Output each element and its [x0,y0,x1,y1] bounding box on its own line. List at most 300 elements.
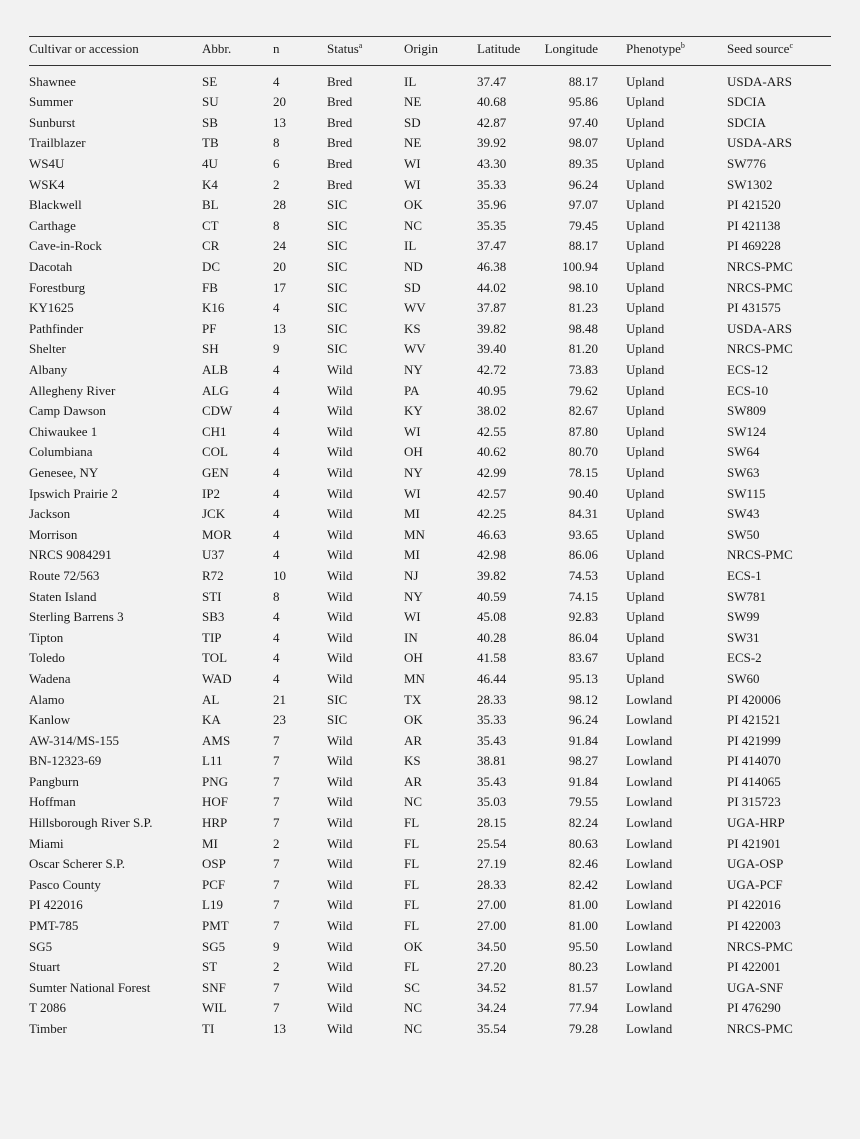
cell-n: 8 [273,135,280,151]
cell-longitude: 92.83 [568,609,598,625]
cell-cultivar: Shelter [29,341,66,357]
cell-phenotype: Upland [626,444,665,460]
cell-longitude: 91.84 [568,732,598,748]
cell-longitude: 78.15 [568,464,598,480]
cell-abbr: K4 [202,176,218,192]
cell-abbr: ALB [202,362,228,378]
cell-spacer [598,277,626,298]
cell-phenotype: Upland [626,362,665,378]
table-row [29,504,831,525]
cell-phenotype: Lowland [626,773,673,789]
cell-status: Wild [327,464,353,480]
table-row [29,957,831,978]
cell-spacer [598,174,626,195]
cell-origin: MN [404,526,425,542]
cell-abbr: ST [202,959,218,975]
cell-seed-source: SW776 [727,156,766,172]
table-row [29,875,831,896]
cell-spacer [598,875,626,896]
cell-n: 7 [273,897,280,913]
table-row [29,627,831,648]
cell-n: 7 [273,732,280,748]
cell-spacer [598,916,626,937]
cell-seed-source: SW99 [727,609,760,625]
cell-cultivar: Pangburn [29,773,79,789]
cell-status: Bred [327,176,353,192]
cell-cultivar: Genesee, NY [29,464,99,480]
cell-cultivar: Forestburg [29,279,86,295]
cell-cultivar: Hoffman [29,794,76,810]
cell-status: SIC [327,320,348,336]
cell-origin: OH [404,444,423,460]
cell-latitude: 27.19 [477,856,507,872]
cell-origin: NC [404,794,423,810]
cell-spacer [598,648,626,669]
cell-longitude: 97.07 [568,197,598,213]
cell-seed-source: UGA-PCF [727,876,783,892]
table-row [29,751,831,772]
cell-cultivar: Toledo [29,650,65,666]
cell-spacer [598,422,626,443]
cell-origin: IN [404,629,418,645]
cell-seed-source: SW31 [727,629,760,645]
table-row [29,936,831,957]
cell-latitude: 40.28 [477,629,507,645]
cell-origin: MN [404,670,425,686]
cell-n: 20 [273,259,286,275]
cell-spacer [598,463,626,484]
cell-status: Wild [327,567,353,583]
cell-latitude: 34.52 [477,979,507,995]
table-row [29,854,831,875]
cell-spacer [598,92,626,113]
cell-latitude: 35.54 [477,1021,507,1037]
cell-abbr: MI [202,835,218,851]
cell-abbr: DC [202,259,221,275]
cell-abbr: L19 [202,897,223,913]
cell-status: Wild [327,773,353,789]
cell-n: 6 [273,156,280,172]
cell-n: 4 [273,300,280,316]
cell-longitude: 98.12 [568,691,598,707]
cell-longitude: 96.24 [568,712,598,728]
cell-n: 7 [273,815,280,831]
table-row [29,422,831,443]
cell-phenotype: Upland [626,94,665,110]
cell-abbr: TI [202,1021,215,1037]
table-row [29,442,831,463]
header-origin: Origin [404,37,477,66]
cell-spacer [598,66,626,93]
cell-abbr: 4U [202,156,218,172]
cell-origin: FL [404,918,420,934]
cell-spacer [598,360,626,381]
cell-latitude: 35.03 [477,794,507,810]
cell-seed-source: NRCS-PMC [727,279,793,295]
table-row [29,133,831,154]
table-header [29,37,831,66]
cell-abbr: CDW [202,403,233,419]
cell-n: 13 [273,114,286,130]
cell-latitude: 42.55 [477,423,507,439]
cell-status: Wild [327,362,353,378]
cell-latitude: 43.30 [477,156,507,172]
table-row [29,813,831,834]
cell-phenotype: Upland [626,423,665,439]
cell-origin: WV [404,300,426,316]
cell-phenotype: Upland [626,506,665,522]
cell-n: 7 [273,773,280,789]
table-body [29,66,831,1040]
cell-seed-source: ECS-12 [727,362,769,378]
cell-longitude: 81.23 [568,300,598,316]
cell-longitude: 86.06 [568,547,598,563]
cell-longitude: 95.13 [568,670,598,686]
cell-cultivar: Shawnee [29,74,76,89]
cell-latitude: 28.33 [477,876,507,892]
cell-spacer [598,216,626,237]
cell-phenotype: Upland [626,609,665,625]
cell-phenotype: Upland [626,135,665,151]
cell-origin: OK [404,938,423,954]
table-row [29,689,831,710]
cell-abbr: L11 [202,753,223,769]
cell-n: 20 [273,94,286,110]
cell-phenotype: Upland [626,259,665,275]
cell-phenotype: Upland [626,526,665,542]
cell-seed-source: PI 421999 [727,732,781,748]
table-row [29,566,831,587]
cell-origin: WI [404,156,421,172]
table-row [29,792,831,813]
table-row [29,586,831,607]
cell-abbr: SE [202,74,218,89]
header-phenotype-label: Phenotype [626,41,681,56]
cell-latitude: 35.33 [477,712,507,728]
cell-cultivar: Allegheny River [29,382,116,398]
cell-longitude: 87.80 [568,423,598,439]
cell-cultivar: Albany [29,362,68,378]
cell-latitude: 35.43 [477,773,507,789]
cell-n: 10 [273,567,286,583]
cell-seed-source: UGA-HRP [727,815,785,831]
cell-longitude: 100.94 [562,259,598,275]
cell-latitude: 34.50 [477,938,507,954]
header-seed-label: Seed source [727,41,790,56]
cell-abbr: PF [202,320,217,336]
cell-abbr: SB3 [202,609,225,625]
cell-status: Bred [327,114,353,130]
cell-longitude: 81.00 [568,897,598,913]
cell-n: 23 [273,712,286,728]
cell-status: Wild [327,753,353,769]
cell-longitude: 81.20 [568,341,598,357]
cell-cultivar: Route 72/563 [29,567,100,583]
cell-spacer [598,442,626,463]
cell-seed-source: SW64 [727,444,760,460]
cell-seed-source: NRCS-PMC [727,1021,793,1037]
cell-cultivar: Tipton [29,629,64,645]
cell-abbr: KA [202,712,221,728]
cell-cultivar: Summer [29,94,74,110]
cell-latitude: 40.59 [477,588,507,604]
cell-latitude: 42.72 [477,362,507,378]
cell-spacer [598,772,626,793]
cell-longitude: 98.48 [568,320,598,336]
cell-spacer [598,566,626,587]
table-row [29,607,831,628]
cell-origin: OH [404,650,423,666]
cell-origin: KS [404,320,421,336]
cell-cultivar: Chiwaukee 1 [29,423,98,439]
cell-longitude: 88.17 [568,238,598,254]
cell-phenotype: Lowland [626,959,673,975]
cell-longitude: 95.86 [568,94,598,110]
cell-phenotype: Upland [626,670,665,686]
cell-latitude: 39.92 [477,135,507,151]
cell-longitude: 93.65 [568,526,598,542]
cell-origin: NE [404,135,422,151]
cell-seed-source: ECS-10 [727,382,769,398]
header-longitude: Longitude [523,37,598,66]
cell-status: SIC [327,341,348,357]
cell-abbr: SB [202,114,218,130]
cell-seed-source: SW50 [727,526,760,542]
cell-origin: TX [404,691,422,707]
cell-spacer [598,586,626,607]
cell-latitude: 25.54 [477,835,507,851]
cell-abbr: GEN [202,464,229,480]
cell-latitude: 46.38 [477,259,507,275]
cell-status: Wild [327,835,353,851]
table-row [29,710,831,731]
cell-cultivar: Ipswich Prairie 2 [29,485,118,501]
cell-longitude: 82.42 [568,876,598,892]
table-row [29,524,831,545]
cell-phenotype: Upland [626,629,665,645]
cell-phenotype: Upland [626,403,665,419]
table-row [29,998,831,1019]
table-row [29,154,831,175]
cell-latitude: 40.95 [477,382,507,398]
cell-n: 4 [273,423,280,439]
cell-phenotype: Upland [626,176,665,192]
cell-spacer [598,195,626,216]
cell-spacer [598,833,626,854]
cell-spacer [598,998,626,1019]
cell-phenotype: Lowland [626,732,673,748]
table-row [29,319,831,340]
cell-spacer [598,236,626,257]
cell-status: Wild [327,547,353,563]
cell-seed-source: SW60 [727,670,760,686]
cell-longitude: 88.17 [568,74,598,89]
cell-origin: KS [404,753,421,769]
cell-latitude: 46.44 [477,670,507,686]
cell-abbr: HRP [202,815,228,831]
cell-seed-source: PI 414065 [727,773,781,789]
cell-abbr: SNF [202,979,226,995]
table-row [29,730,831,751]
cell-origin: IL [404,238,417,254]
cell-spacer [598,339,626,360]
cell-phenotype: Upland [626,114,665,130]
cell-cultivar: Sumter National Forest [29,979,151,995]
cell-latitude: 35.43 [477,732,507,748]
cell-spacer [598,257,626,278]
cell-n: 9 [273,938,280,954]
cell-cultivar: Oscar Scherer S.P. [29,856,126,872]
cell-status: Wild [327,526,353,542]
cell-n: 4 [273,506,280,522]
cell-seed-source: PI 421521 [727,712,781,728]
table-row [29,66,831,93]
table-row [29,648,831,669]
cell-spacer [598,792,626,813]
cell-latitude: 38.02 [477,403,507,419]
cell-status: Wild [327,485,353,501]
cell-latitude: 37.47 [477,74,507,89]
table-row [29,772,831,793]
cell-origin: FL [404,876,420,892]
cell-longitude: 84.31 [568,506,598,522]
cell-cultivar: PI 422016 [29,897,83,913]
cell-status: Wild [327,794,353,810]
table-row [29,216,831,237]
cell-origin: NY [404,464,423,480]
cell-longitude: 98.10 [568,279,598,295]
cell-longitude: 82.67 [568,403,598,419]
cell-n: 4 [273,485,280,501]
cell-status: Wild [327,959,353,975]
cell-seed-source: PI 421901 [727,835,781,851]
cell-origin: NY [404,362,423,378]
cell-seed-source: PI 315723 [727,794,781,810]
table-row [29,236,831,257]
cell-phenotype: Lowland [626,918,673,934]
cell-longitude: 80.63 [568,835,598,851]
cell-spacer [598,730,626,751]
cell-origin: SC [404,979,420,995]
cell-longitude: 79.62 [568,382,598,398]
cell-origin: NC [404,1021,423,1037]
cell-origin: FL [404,815,420,831]
cell-spacer [598,545,626,566]
cell-seed-source: USDA-ARS [727,135,793,151]
cell-n: 7 [273,876,280,892]
cell-n: 13 [273,1021,286,1037]
cell-abbr: COL [202,444,228,460]
cell-origin: FL [404,856,420,872]
cell-seed-source: NRCS-PMC [727,547,793,563]
cell-longitude: 80.23 [568,959,598,975]
table-row [29,916,831,937]
cell-n: 7 [273,1000,280,1016]
cell-n: 4 [273,547,280,563]
cell-status: Wild [327,815,353,831]
cell-phenotype: Upland [626,74,665,89]
cell-spacer [598,154,626,175]
cell-cultivar: WSK4 [29,176,65,192]
cell-cultivar: Staten Island [29,588,97,604]
cell-latitude: 38.81 [477,753,507,769]
cell-latitude: 40.68 [477,94,507,110]
cell-phenotype: Upland [626,217,665,233]
cell-longitude: 74.15 [568,588,598,604]
cell-abbr: BL [202,197,219,213]
cell-status: Wild [327,382,353,398]
cell-phenotype: Upland [626,588,665,604]
table-row [29,545,831,566]
cell-cultivar: Pathfinder [29,320,84,336]
cell-n: 7 [273,856,280,872]
cultivar-table [29,36,831,1039]
cell-cultivar: Miami [29,835,64,851]
cell-abbr: TOL [202,650,228,666]
cell-abbr: SG5 [202,938,226,954]
cell-phenotype: Lowland [626,712,673,728]
cell-status: SIC [327,279,348,295]
cell-n: 4 [273,464,280,480]
cell-n: 2 [273,835,280,851]
cell-origin: WV [404,341,426,357]
cell-origin: MI [404,506,420,522]
cell-longitude: 96.24 [568,176,598,192]
cell-n: 4 [273,444,280,460]
cell-spacer [598,669,626,690]
cell-seed-source: NRCS-PMC [727,938,793,954]
cell-phenotype: Lowland [626,938,673,954]
cell-status: Wild [327,856,353,872]
cell-seed-source: SW781 [727,588,766,604]
cell-spacer [598,113,626,134]
table-row [29,1019,831,1040]
cell-phenotype: Upland [626,279,665,295]
cell-abbr: WAD [202,670,232,686]
cell-status: SIC [327,217,348,233]
cell-phenotype: Lowland [626,794,673,810]
cell-seed-source: NRCS-PMC [727,341,793,357]
cell-longitude: 91.84 [568,773,598,789]
cell-origin: PA [404,382,420,398]
cell-longitude: 80.70 [568,444,598,460]
cell-origin: NE [404,94,422,110]
cell-abbr: CH1 [202,423,227,439]
cell-latitude: 39.40 [477,341,507,357]
cell-n: 4 [273,670,280,686]
cell-seed-source: USDA-ARS [727,320,793,336]
cell-origin: OK [404,197,423,213]
cell-abbr: IP2 [202,485,221,501]
table-row [29,92,831,113]
cell-cultivar: Dacotah [29,259,73,275]
cell-origin: NC [404,217,423,233]
cell-status: SIC [327,197,348,213]
cell-n: 9 [273,341,280,357]
cell-latitude: 42.99 [477,464,507,480]
cell-origin: ND [404,259,423,275]
table-row [29,257,831,278]
cell-origin: WI [404,423,421,439]
cell-abbr: CT [202,217,219,233]
cell-latitude: 35.96 [477,197,507,213]
cell-phenotype: Lowland [626,979,673,995]
cell-cultivar: WS4U [29,156,65,172]
cell-n: 4 [273,74,280,89]
cell-cultivar: Pasco County [29,876,101,892]
table-row [29,113,831,134]
cell-status: SIC [327,259,348,275]
